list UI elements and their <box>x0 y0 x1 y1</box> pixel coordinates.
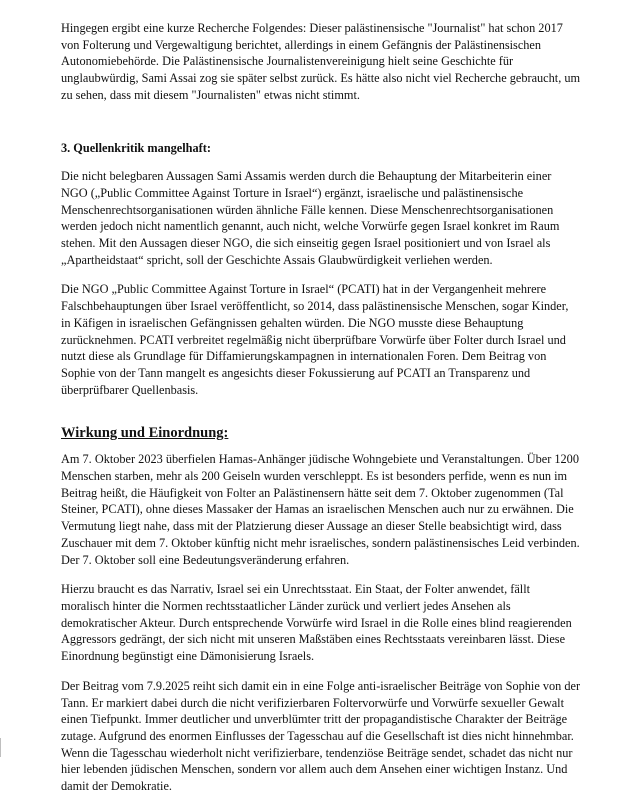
section-heading-wirkung: Wirkung und Einordnung: <box>61 425 229 442</box>
section-heading-quellenkritik: 3. Quellenkritik mangelhaft: <box>61 140 211 155</box>
document-page <box>61 20 581 795</box>
paragraph-ngo-aussagen: Die nicht belegbaren Aussagen Sami Assamis werden durch die Behauptung der Mitarbeiterin einer NGO („Public Committee Against Torture in Israel“) ergänzt, israelische und palästinensische Menschenrechtsorganisationen würden ähnliche Fälle kennen. Diese Menschenrechtsorganisationen werden jedoch nicht namentlich genannt, auch nicht, welche Vorwürfe gegen Israel konkret im Raum stehen. Mit den Aussagen dieser NGO, die sich einseitig gegen Israel positioniert und von Israel als „Apartheidstaat“ spricht, soll der Geschichte Assais Glaubwürdigkeit verliehen werden. <box>61 169 560 267</box>
paragraph-narrativ: Hierzu braucht es das Narrativ, Israel sei ein Unrechtsstaat. Ein Staat, der Folter anwendet, fällt moralisch hinter die Normen rechtsstaatlicher Länder zurück und verliert jedes Ansehen als demokratischer Akteur. Durch entsprechende Vorwürfe wird Israel in die Rolle eines blind reagierenden Aggressors gedrängt, der sich nicht mit unseren Maßstäben eines Rechtsstaats vereinbaren lässt. Diese Einordnung begünstigt eine Dämonisierung Israels. <box>61 582 572 664</box>
paragraph-7-oktober: Am 7. Oktober 2023 überfielen Hamas-Anhänger jüdische Wohngebiete und Veranstaltungen. Über 1200 Menschen starben, mehr als 200 Geiseln wurden verschleppt. Es ist besonders perfide, wenn es nun im Beitrag heißt, die Häufigkeit von Folter an Palästinensern hätte seit dem 7. Oktober zugenommen (Tal Steiner, PCATI), ohne dieses Massaker der Hamas an israelischen Menschen auch nur zu erwähnen. Die Vermutung liegt nahe, dass mit der Platzierung dieser Aussage an dieser Stelle beabsichtigt wird, dass Zuschauer mit dem 7. Oktober künftig nicht mehr israelisches, sondern palästinensisches Leid verbinden. Der 7. Oktober soll eine Bedeutungsveränderung erfahren. <box>61 452 580 567</box>
paragraph-pcati: Die NGO „Public Committee Against Torture in Israel“ (PCATI) hat in der Vergangenheit mehrere Falschbehauptungen über Israel veröffentlicht, so 2014, dass palästinensische Menschen, sogar Kinder, in Käfigen in israelischen Gefängnissen gehalten würden. Die NGO musste diese Behauptung zurücknehmen. PCATI verbreitet regelmäßig nicht überprüfbare Vorwürfe über Folter durch Israel und nutzt diese als Grundlage für Diffamierungskampagnen in internationalen Foren. Dem Beitrag von Sophie von der Tann mangelt es angesichts dieser Fokussierung auf PCATI an Transparenz und überprüfbarer Quellenbasis. <box>61 282 569 397</box>
paragraph-fazit: Der Beitrag vom 7.9.2025 reiht sich damit ein in eine Folge anti-israelischer Beiträge von Sophie von der Tann. Er markiert dabei durch die nicht verifizierbaren Foltervorwürfe und Vorwürfe sexueller Gewalt einen Tiefpunkt. Immer deutlicher und unverblümter tritt der propagandistische Charakter der Beiträge zutage. Aufgrund des enormen Einflusses der Tagesschau auf die Gesellschaft ist dies nicht hinnehmbar. Wenn die Tagesschau wiederholt nicht verifizierbare, tendenziöse Beiträge sendet, schadet das nicht nur hier lebenden jüdischen Menschen, sondern vor allem auch dem Ansehen einer wichtigen Instanz. Und damit der Demokratie. <box>61 678 581 794</box>
page-edge-rule <box>0 738 1 757</box>
paragraph-recherche: Hingegen ergibt eine kurze Recherche Folgendes: Dieser palästinensische "Journalist" hat schon 2017 von Folterung und Vergewaltigung berichtet, allerdings in einem Gefängnis der Palästinensischen Autonomiebehörde. Die Palästinensische Journalistenvereinigung hielt seine Geschichte für unglaubwürdig, Sami Assai zog sie später selbst zurück. Es hätte also nicht viel Recherche gebraucht, um zu sehen, dass mit diesem "Journalisten" etwas nicht stimmt. <box>61 21 581 102</box>
